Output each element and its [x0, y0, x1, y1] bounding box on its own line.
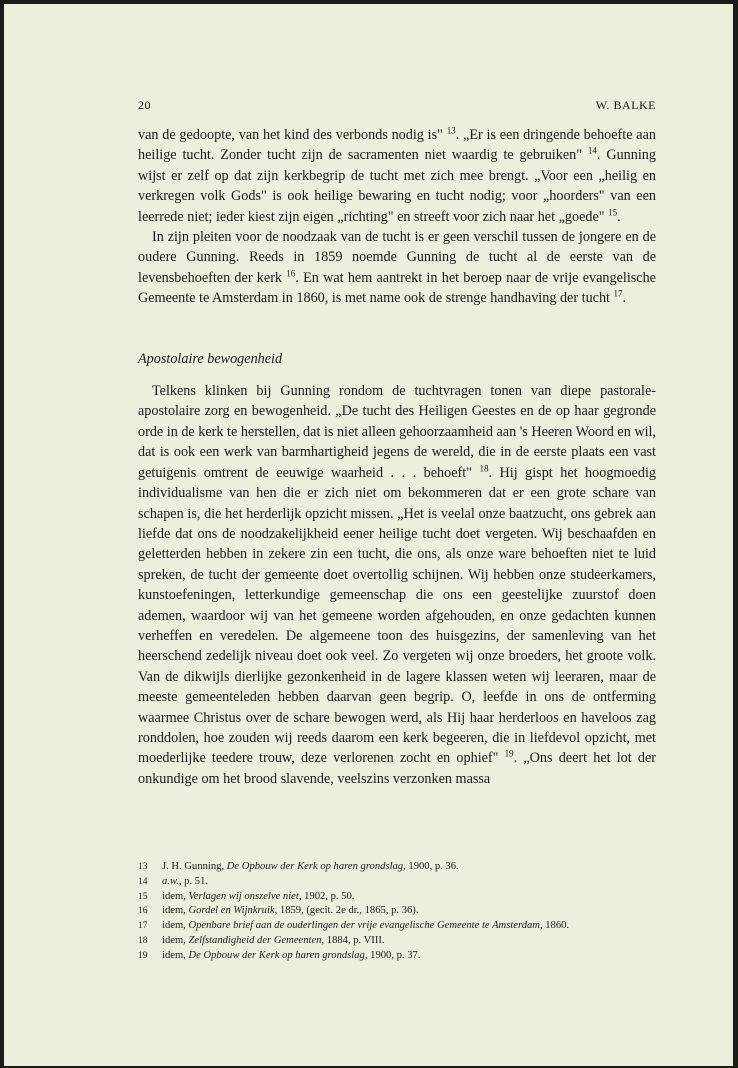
- text-run: In zijn pleiten voor de noodzaak van de tucht is er geen verschil tussen de jongere en de oudere Gunning. Reeds in 1859 noemde Gunning de tucht al de eerste van de levensbehoeften der kerk: [138, 229, 656, 286]
- text-run: idem,: [162, 905, 189, 917]
- page: [4, 4, 733, 1066]
- footnotes: [138, 860, 656, 964]
- text-run: idem,: [162, 920, 189, 932]
- footnote-ref: 17: [613, 288, 623, 299]
- text-run: Telkens klinken bij Gunning rondom de tuchtvragen tonen van diepe pastorale-apostolaire zorg en bewogenheid. „De tucht des Heiligen Geestes en de op haar gegronde orde in de kerk te herstellen, dat is niet alleen gehoorzaamheid aan 's Heeren Woord en wil, dat is ook een werk van barmhartigheid jegens de wereld, die in de eerste plaats een vast getuigenis omtrent de eeuwige waarheid . . . behoeft": [138, 383, 657, 481]
- text-run: idem,: [162, 949, 189, 961]
- footnote-text: [162, 890, 656, 905]
- text-run: 1900, p. 37.: [367, 949, 421, 961]
- running-head: [138, 98, 656, 113]
- footnote-ref: 16: [286, 268, 296, 279]
- footnote-text: [162, 949, 656, 964]
- footnote-ref: 14: [587, 145, 597, 156]
- page-number: 20: [138, 98, 151, 112]
- footnote-ref: 15: [608, 206, 618, 217]
- text-run: 1900, p. 36.: [405, 861, 459, 872]
- footnote-ref: 18: [479, 462, 489, 473]
- footnote-text: [162, 919, 656, 934]
- paragraph: [138, 227, 656, 309]
- italic-title: Openbare brief aan de ouderlingen der vrije evangelische Gemeente te Amsterdam,: [188, 920, 543, 932]
- footnote-number: 19: [138, 950, 148, 961]
- footnote: [138, 949, 656, 964]
- text-run: . „Ons deert het lot der onkundige om het brood slavende, veelszins verzonken massa: [138, 750, 657, 787]
- italic-title: De Opbouw der Kerk op haren grondslag,: [226, 861, 406, 872]
- paragraph: [138, 381, 656, 789]
- footnote-ref: 19: [504, 748, 514, 759]
- running-author: W. BALKE: [595, 98, 656, 112]
- text-run: J. H. Gunning,: [162, 861, 227, 872]
- footnote: [138, 934, 656, 949]
- text-run: 1860.: [542, 920, 570, 932]
- text-run: . Gunning wijst er zelf op dat zijn kerkbegrip de tucht met zich mee brengt. „Voor een „heilig en verkregen volk Gods" is ook heilige bewaring en tucht nodig; voor „hoorders" van een leerrede niet; ieder kiest zijn eigen „richting" en streeft voor zich naar het „goede": [138, 147, 656, 225]
- text-run: 1859, (gecit. 2e dr., 1865, p. 36).: [277, 905, 419, 917]
- footnote: [138, 904, 656, 919]
- text-run: .: [622, 290, 627, 307]
- text-run: 1884, p. VIII.: [324, 934, 385, 946]
- italic-title: Gordel en Wijnkruik,: [188, 905, 278, 917]
- italic-title: Verlagen wij onszelve niet,: [188, 890, 302, 902]
- body-text: [138, 125, 656, 789]
- footnote-number: 18: [138, 935, 148, 946]
- italic-title: a.w.,: [162, 875, 182, 887]
- section-heading: Apostolaire bewogenheid: [138, 350, 283, 367]
- italic-title: De Opbouw der Kerk op haren grondslag,: [188, 949, 368, 961]
- text-run: idem,: [162, 934, 189, 946]
- text-run: van de gedoopte, van het kind des verbonds nodig is": [138, 127, 447, 143]
- footnote-number: 16: [138, 906, 148, 917]
- text-run: idem,: [162, 890, 189, 902]
- footnote-ref: 13: [446, 125, 456, 136]
- footnote-number: 14: [138, 876, 148, 887]
- text-run: . „Er is een dringende behoefte aan heilige tucht. Zonder tucht zijn de sacramenten niet waardig te gebruiken": [138, 127, 656, 164]
- footnote-text: [162, 875, 656, 890]
- footnote: [138, 890, 656, 905]
- text-run: p. 51.: [181, 875, 209, 887]
- footnote: [138, 919, 656, 934]
- text-run: .: [617, 208, 621, 225]
- footnote: [138, 875, 656, 890]
- text-run: . Hij gispt het hoogmoedig individualisme van hen die er zich niet om bekommeren dat er een grote schare van schapen is, die het herderlijk opzicht missen. „Het is veelal onze baatzucht, ons gebrek aan liefde dat ons de noodzakelijkheid eener heilige tucht doet vergeten. Wij beschaafden en geletterden hebben in zekere zin een tucht, die ons, als onze ware behoeften niet te luid spreken, de tucht der gemeente doet overtollig schijnen. Wij hebben onze studeerkamers, kunstoefeningen, letterkundige gemeenschap die ons een geestelijke zuurstof doen ademen, waardoor wij van het gemeene worden afgehouden, en onze gedachten kunnen verheffen en veredelen. De algemeene toon des huisgezins, der samenleving van het heerschend zedelijk niveau doet ook veel. Zo vergeten wij onze broeders, het groote volk. Van de dikwijls dierlijke gezonkenheid in de lagere klassen weten wij leeraren, maar de meeste gemeenteleden hebben daarvan geen begrip. O, leefde in ons de ontferming waarmee Christus over de schare bewogen werd, als Hij haar herderloos en haveloos zag ronddolen, hoe zouden wij reeds daarom een kerk begeeren, die in liefdevol opzicht, met moederlijke teedere trouw, deze verlorenen zocht en ophief": [138, 464, 656, 767]
- text-run: 1902, p. 50.: [301, 890, 355, 902]
- footnote-text: [162, 860, 656, 875]
- footnote-text: [162, 904, 656, 919]
- footnote-number: 13: [138, 862, 148, 872]
- footnote: [138, 860, 656, 875]
- italic-title: Zelfstandigheid der Gemeenten,: [188, 934, 325, 946]
- text-run: . En wat hem aantrekt in het beroep naar de vrije evangelische Gemeente te Amsterdam in 1860, is met name ook de strenge handhaving der tucht: [138, 269, 656, 307]
- footnote-text: [162, 934, 656, 949]
- paragraph: [138, 125, 656, 227]
- footnote-number: 17: [138, 921, 148, 932]
- footnote-number: 15: [138, 891, 148, 902]
